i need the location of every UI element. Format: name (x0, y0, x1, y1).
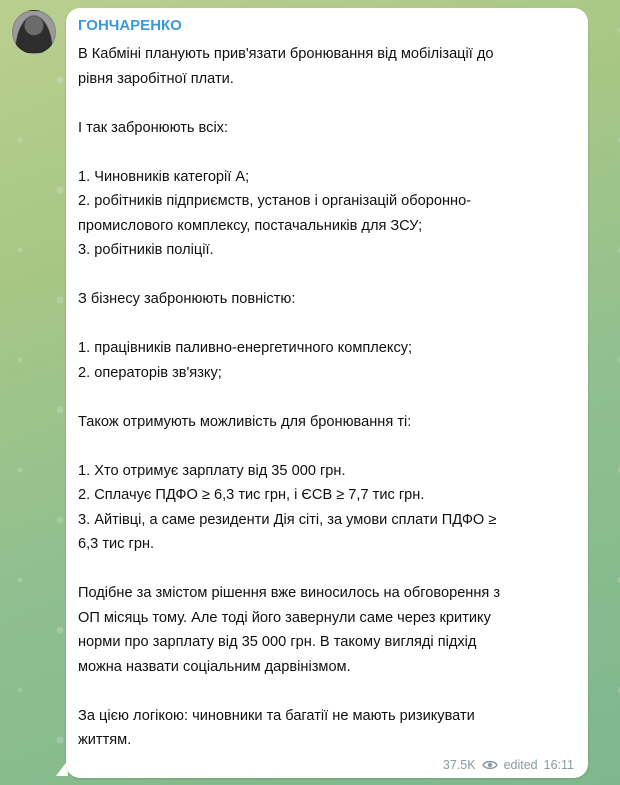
views-count: 37.5K (442, 758, 476, 772)
message-text (78, 42, 574, 753)
message-paragraph (78, 165, 574, 263)
message-paragraph (78, 581, 574, 679)
eye-icon (482, 759, 498, 771)
message-paragraph (78, 336, 574, 385)
message-paragraph (78, 116, 574, 141)
message-paragraph (78, 410, 574, 435)
message-line: 2. робітників підприємств, установ і організацій оборонно- (78, 193, 472, 209)
message-meta (443, 758, 574, 772)
message-line: життям. (78, 732, 132, 748)
message-line: можна назвати соціальним дарвінізмом. (78, 658, 351, 675)
message-line: норми про зарплату від 35 000 грн. В такому вигляді підхід (78, 634, 477, 650)
message-line: ОП місяць тому. Але тоді його завернули саме через критику (78, 609, 491, 626)
message-line: І так забронюють всіх: (78, 119, 229, 136)
message-paragraph (78, 42, 574, 91)
message-line: рівня заробітної плати. (78, 70, 234, 87)
avatar[interactable] (12, 10, 56, 54)
edited-label: edited (503, 758, 538, 772)
message-line: 1. Хто отримує зарплату від 35 000 грн. (78, 462, 346, 479)
message-time: 16:11 (543, 758, 574, 772)
message-line: 2. операторів зв'язку; (78, 364, 222, 381)
message-line: 3. робітників поліції. (78, 242, 214, 258)
message-line: 6,3 тис грн. (78, 536, 155, 552)
message-line: Подібне за змістом рішення вже виносилось на обговорення з (78, 585, 501, 601)
message-line: Також отримують можливість для бронювання ті: (78, 413, 412, 430)
message-line: промислового комплексу, постачальників для ЗСУ; (78, 217, 423, 234)
message-line: За цією логікою: чиновники та багатії не мають ризикувати (78, 707, 475, 724)
message-line: 1. Чиновників категорії А; (78, 168, 250, 185)
message-line: 3. Айтівці, а саме резиденти Дія сіті, за умови сплати ПДФО ≥ (78, 511, 497, 528)
message-paragraph (78, 287, 574, 312)
message-paragraph (78, 704, 574, 753)
message-line: З бізнесу забронюють повністю: (78, 291, 296, 307)
message-line: В Кабміні планують прив'язати бронювання від мобілізації до (78, 46, 494, 62)
sender-name[interactable]: ГОНЧАРЕНКО (78, 17, 182, 34)
message-paragraph (78, 459, 574, 557)
message-line: 2. Сплачує ПДФО ≥ 6,3 тис грн, і ЄСВ ≥ 7,7 тис грн. (78, 487, 425, 503)
message-bubble[interactable] (66, 8, 588, 778)
message-line: 1. працівників паливно-енергетичного комплексу; (78, 340, 413, 356)
